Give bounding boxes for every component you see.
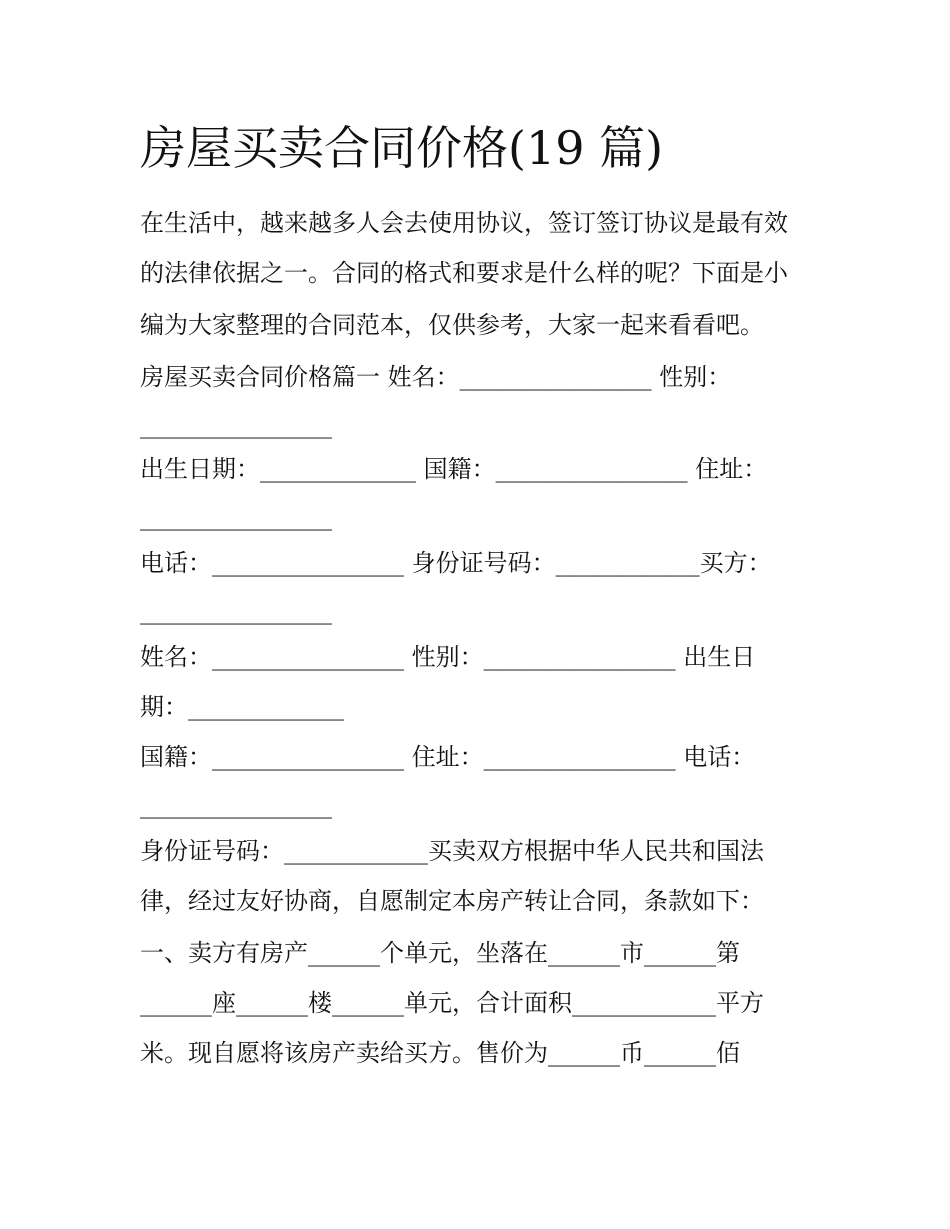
body-line: 期：_____________ bbox=[140, 693, 344, 721]
body-line: 国籍：________________ 住址：________________ 电话： bbox=[140, 743, 756, 771]
body-line: 身份证号码：____________买卖双方根据中华人民共和国法 bbox=[140, 837, 764, 865]
body-line: ________________ bbox=[140, 503, 332, 531]
body-line: 在生活中，越来越多人会去使用协议，签订签订协议是最有效 bbox=[140, 209, 788, 237]
body-line: 出生日期：_____________ 国籍：________________ 住址： bbox=[140, 455, 768, 483]
body-line: 律，经过友好协商，自愿制定本房产转让合同，条款如下： bbox=[140, 887, 764, 915]
body-line: 的法律依据之一。合同的格式和要求是什么样的呢？下面是小 bbox=[140, 259, 788, 287]
body-line: 编为大家整理的合同范本，仅供参考，大家一起来看看吧。 bbox=[140, 311, 764, 339]
body-line: 一、卖方有房产______个单元，坐落在______市______第 bbox=[140, 939, 740, 967]
body-line: 房屋买卖合同价格篇一 姓名：________________ 性别： bbox=[140, 363, 732, 391]
body-line: ________________ bbox=[140, 597, 332, 625]
document-title: 房屋买卖合同价格(19 篇) bbox=[140, 121, 664, 175]
body-line: ________________ bbox=[140, 411, 332, 439]
body-line: ______座______楼______单元，合计面积____________平方 bbox=[140, 989, 764, 1017]
body-line: 电话：________________ 身份证号码：____________买方： bbox=[140, 549, 772, 577]
body-line: ________________ bbox=[140, 791, 332, 819]
body-line: 米。现自愿将该房产卖给买方。售价为______币______佰 bbox=[140, 1039, 740, 1067]
body-line: 姓名：________________ 性别：________________ 出生日 bbox=[140, 643, 756, 671]
